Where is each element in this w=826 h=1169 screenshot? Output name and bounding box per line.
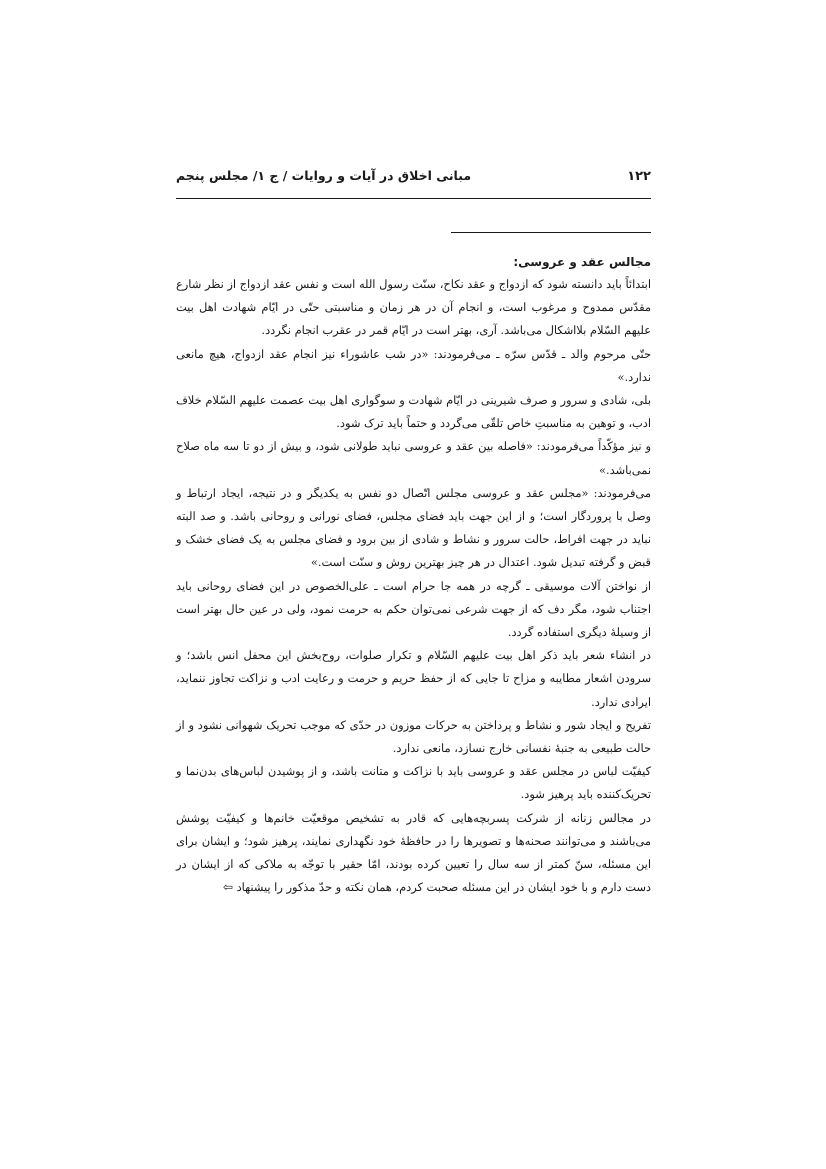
paragraph: کیفیّت لباس در مجلس عقد و عروسی باید با نزاکت و متانت باشد، و از پوشیدن لباس‌های بدن‌نما و تحریک‌کننده باید پرهیز شود. (176, 764, 651, 802)
running-header (176, 168, 651, 199)
paragraph: می‌فرمودند: «مجلس عقد و عروسی مجلس اتّصال دو نفس به یکدیگر و در نتیجه، ایجاد ارتباط و وصل با پروردگار است؛ و از این جهت باید فضای مجلس، فضای نورانی و روحانی باشد. و صد البته نباید در جهت افراط، حالت سرور و نشاط و شادی از بین برود و فضای مجلس به یک فضای خشک و قبض و گرفته تبدیل شود. اعتدال در هر چیز بهترین روش و سنّت است.» (176, 485, 651, 570)
page-number: ۱۲۲ (627, 169, 651, 184)
section-title: مجالس عقد و عروسی: (513, 255, 651, 269)
continuation-arrow-icon: ⇦ (222, 880, 233, 895)
body-text (176, 273, 651, 899)
paragraph: از نواختن آلات موسیقی ـ گرچه در همه جا حرام است ـ علی‌الخصوص در این فضای روحانی باید اجتناب شود، مگر دف که از جهت شرعی نمی‌توان حکم به حرمت نمود، ولی در عین حال بهتر است از وسیلهٔ دیگری استفاده گردد. (176, 578, 651, 640)
divider (451, 232, 651, 233)
paragraph: حتّی مرحوم والد ـ قدّس سرّه ـ می‌فرمودند: «در شب عاشوراء نیز انجام عقد ازدواج، هیچ مانعی ندارد.» (176, 346, 651, 384)
paragraph: بلی، شادی و سرور و صرف شیرینی در ایّام شهادت و سوگواری اهل بیت عصمت علیهم السّلام خلاف ادب، و توهین به مناسبتِ خاص تلقّی می‌گردد و حتماً باید ترک شود. (176, 393, 651, 431)
paragraph: در انشاء شعر باید ذکر اهل بیت علیهم السّلام و تکرار صلوات، روح‌بخش این محفل انس باشد؛ و سرودن اشعار مطایبه و مزاح تا جایی که از حفظ حریم و حرمت و رعایت ادب و نزاکت تجاوز ننماید، ایرادی ندارد. (176, 648, 651, 709)
book-page (176, 168, 651, 899)
paragraph: تفریح و ایجاد شور و نشاط و پرداختن به حرکات موزون در حدّی که موجب تحریک شهوانی نشود و از حالت طبیعی به جنبهٔ نفسانی خارج نسازد، مانعی ندارد. (176, 717, 651, 756)
paragraph: ابتدائاً باید دانسته شود که ازدواج و عقد نکاح، سنّت رسول الله است و نفس عقد ازدواج از نظر شارع مقدّس ممدوح و مرغوب است، و انجام آن در هر زمان و مناسبتی حتّی در ایّام شهادت اهل بیت علیهم السّلام بلااشکال می‌باشد. آری، بهتر است در ایّام قمر در عقرب انجام نگردد. (176, 277, 651, 338)
paragraph-last (176, 807, 651, 900)
paragraph-text: در مجالس زنانه از شرکت پسربچه‌هایی که قادر به تشخیص موقعیّت خانم‌ها و کیفیّت پوشش می‌باشند و می‌توانند صحنه‌ها و تصویرها را در حافظهٔ خود نگهداری نمایند، پرهیز شود؛ و ایشان برای این مسئله، سنّ کمتر از سه سال را تعیین کرده بودند، امّا حقیر با توجّه به ملاکی که از ایشان در دست دارم و با خود ایشان در این مسئله صحبت کردم، همان نکته و حدّ مذکور را پیشنهاد (176, 810, 651, 895)
running-title: مبانی اخلاق در آیات و روایات / ج ۱/ مجلس پنجم (176, 168, 472, 183)
paragraph: و نیز مؤکّداً می‌فرمودند: «فاصله بین عقد و عروسی نباید طولانی شود، و بیش از دو تا سه ماه صلاح نمی‌باشد.» (176, 439, 651, 477)
